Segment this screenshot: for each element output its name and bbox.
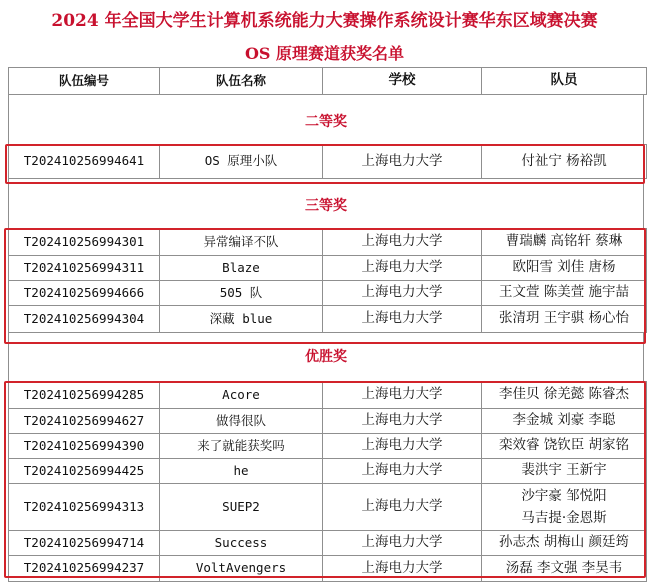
table-row (9, 459, 647, 484)
team-id: T202410256994714 (9, 531, 160, 556)
members-two-lines (482, 484, 647, 531)
team-name: 异常编译不队 (160, 229, 323, 256)
table-row (9, 145, 647, 179)
team-id: T202410256994390 (9, 434, 160, 459)
team-name: VoltAvengers (160, 556, 323, 582)
team-id: T202410256994425 (9, 459, 160, 484)
team-id: T202410256994304 (9, 306, 160, 333)
col-header-school: 学校 (323, 68, 482, 95)
team-name: Acore (160, 382, 323, 409)
team-id: T202410256994627 (9, 409, 160, 434)
members: 曹瑞麟 高铭轩 蔡琳 (482, 229, 647, 256)
table-row (9, 256, 647, 281)
school: 上海电力大学 (323, 281, 482, 306)
school: 上海电力大学 (323, 382, 482, 409)
third-prize-table (8, 228, 647, 333)
table-row (9, 306, 647, 333)
members: 张清玥 王宇骐 杨心怡 (482, 306, 647, 333)
members-line-2: 马吉提·金恩斯 (521, 510, 607, 526)
team-id: T202410256994301 (9, 229, 160, 256)
section-merit-prize: 优胜奖 (8, 332, 644, 381)
members: 裴洪宇 王新宇 (482, 459, 647, 484)
team-name: SUEP2 (160, 484, 323, 531)
team-name: 505 队 (160, 281, 323, 306)
team-id: T202410256994666 (9, 281, 160, 306)
team-name: 来了就能获奖吗 (160, 434, 323, 459)
team-name: Success (160, 531, 323, 556)
school: 上海电力大学 (323, 434, 482, 459)
team-name: Blaze (160, 256, 323, 281)
team-id: T202410256994311 (9, 256, 160, 281)
school: 上海电力大学 (323, 484, 482, 531)
team-name: he (160, 459, 323, 484)
members: 汤磊 李文强 李昊韦 (482, 556, 647, 582)
col-header-team-id: 队伍编号 (9, 68, 160, 95)
members: 李佳贝 徐羌懿 陈睿杰 (482, 382, 647, 409)
table-row (9, 434, 647, 459)
school: 上海电力大学 (323, 531, 482, 556)
school: 上海电力大学 (323, 229, 482, 256)
second-prize-table (8, 144, 647, 179)
team-id: T202410256994285 (9, 382, 160, 409)
school: 上海电力大学 (323, 256, 482, 281)
team-name: 做得很队 (160, 409, 323, 434)
table-row (9, 281, 647, 306)
team-id: T202410256994237 (9, 556, 160, 582)
school: 上海电力大学 (323, 145, 482, 179)
members: 李金城 刘豪 李聪 (482, 409, 647, 434)
table-row (9, 382, 647, 409)
members: 欧阳雪 刘佳 唐杨 (482, 256, 647, 281)
section-third-prize: 三等奖 (8, 178, 644, 228)
team-id: T202410256994641 (9, 145, 160, 179)
col-header-team-name: 队伍名称 (160, 68, 323, 95)
col-header-members: 队员 (482, 68, 647, 95)
header-table (8, 67, 647, 95)
members: 栾效睿 饶钦臣 胡家铭 (482, 434, 647, 459)
table-row (9, 409, 647, 434)
school: 上海电力大学 (323, 409, 482, 434)
document-title: 2024 年全国大学生计算机系统能力大赛操作系统设计赛华东区域赛决赛 (51, 11, 598, 31)
members-line-1: 沙宇豪 邹悦阳 (521, 488, 607, 504)
table-row (9, 484, 647, 531)
table-row (9, 229, 647, 256)
team-id: T202410256994313 (9, 484, 160, 531)
members: 王文萱 陈美萱 施宇喆 (482, 281, 647, 306)
members: 付祉宁 杨裕凯 (482, 145, 647, 179)
section-second-prize: 二等奖 (8, 94, 644, 144)
school: 上海电力大学 (323, 306, 482, 333)
merit-prize-table (8, 381, 647, 582)
school: 上海电力大学 (323, 556, 482, 582)
header-row (9, 68, 647, 95)
document-subtitle: OS 原理赛道获奖名单 (244, 44, 405, 63)
school: 上海电力大学 (323, 459, 482, 484)
members: 孙志杰 胡梅山 颜廷筠 (482, 531, 647, 556)
team-name: 深藏 blue (160, 306, 323, 333)
team-name: OS 原理小队 (160, 145, 323, 179)
table-row (9, 531, 647, 556)
